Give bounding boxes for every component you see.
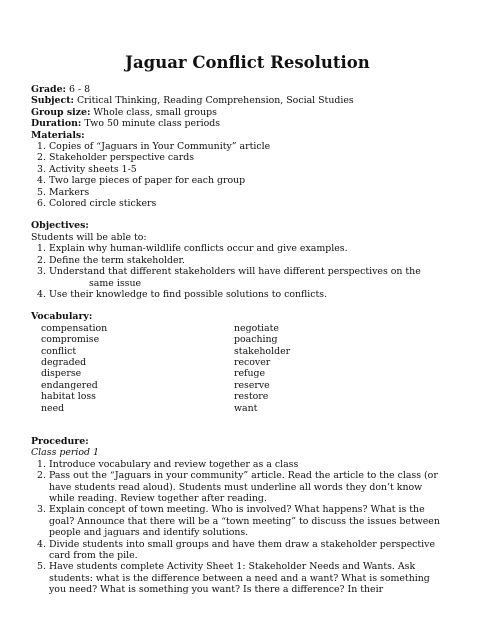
vocab-word: conflict: [41, 345, 77, 357]
vocab-word: recover: [234, 356, 271, 368]
subject-line: [31, 95, 471, 106]
list-item-continuation: you need? What is something you want? Is there a difference? In their: [49, 584, 384, 596]
grade-line: [31, 84, 471, 95]
list-item: 2. Stakeholder perspective cards: [37, 152, 195, 164]
list-item-continuation: card from the pile.: [49, 550, 138, 562]
list-item: 3. Activity sheets 1-5: [37, 163, 137, 175]
vocab-word: poaching: [234, 334, 278, 346]
vocabulary-column-2: [234, 323, 427, 414]
vocab-word: habitat loss: [41, 391, 96, 403]
vocab-word: reserve: [234, 379, 270, 391]
vocab-word: restore: [234, 391, 269, 403]
group-size-line: [31, 107, 471, 118]
list-item: 5. Have students complete Activity Sheet 1: Stakeholder Needs and Wants. Ask: [37, 561, 416, 573]
vocab-word: stakeholder: [234, 345, 291, 357]
objectives-intro: Students will be able to:: [31, 231, 147, 243]
materials-list: [31, 141, 471, 209]
list-item: 2. Pass out the “Jaguars in your community” article. Read the article to the class (or: [37, 470, 438, 482]
list-item: 1. Explain why human-wildlife conflicts occur and give examples.: [37, 243, 348, 255]
vocab-word: want: [234, 402, 258, 414]
list-item: 6. Colored circle stickers: [37, 198, 157, 210]
subject-label: Subject:: [31, 95, 74, 107]
list-item-continuation: have students read aloud). Students must underline all words they don’t know: [49, 481, 423, 493]
list-item-continuation: while reading. Review together after reading.: [49, 493, 267, 504]
document-body: [31, 84, 471, 596]
list-item: 4. Two large pieces of paper for each group: [37, 175, 246, 187]
list-item: 4. Divide students into small groups and have them draw a stakeholder perspective: [37, 538, 436, 550]
grade-label: Grade:: [31, 84, 67, 95]
vocab-word: refuge: [234, 368, 266, 380]
vocabulary-columns: [31, 323, 471, 414]
list-item: 2. Define the term stakeholder.: [37, 254, 185, 266]
vocab-word: need: [41, 402, 65, 414]
vocab-word: degraded: [41, 356, 87, 368]
vocab-word: endangered: [41, 379, 98, 391]
vocab-word: negotiate: [234, 322, 279, 334]
list-item: 4. Use their knowledge to find possible solutions to conflicts.: [37, 288, 328, 300]
duration-value: Two 50 minute class periods: [81, 118, 221, 130]
vocabulary-heading: Vocabulary:: [31, 311, 93, 323]
list-item: 1. Introduce vocabulary and review together as a class: [37, 458, 299, 470]
subject-value: Critical Thinking, Reading Comprehension, Social Studies: [74, 95, 354, 107]
vocab-word: compromise: [41, 334, 100, 346]
list-item: 3. Understand that different stakeholders will have different perspectives on the: [37, 266, 421, 278]
procedure-list: [31, 459, 471, 596]
list-item-continuation: people and jaguars and identify solutions.: [49, 527, 249, 539]
vocabulary-column-1: [41, 323, 234, 414]
list-item: 3. Explain concept of town meeting. Who is involved? What happens? What is the: [37, 504, 425, 516]
vocab-word: disperse: [41, 368, 82, 380]
objectives-heading: Objectives:: [31, 220, 89, 232]
procedure-heading: Procedure:: [31, 435, 89, 447]
group-size-label: Group size:: [31, 106, 91, 118]
list-item-continuation: students: what is the difference between a need and a want? What is something: [49, 572, 430, 584]
list-item: 5. Markers: [37, 186, 90, 198]
group-size-value: Whole class, small groups: [90, 106, 217, 118]
materials-heading: Materials:: [31, 129, 85, 141]
duration-label: Duration:: [31, 118, 82, 130]
duration-line: [31, 118, 471, 129]
grade-value: 6 - 8: [66, 84, 91, 95]
list-item-continuation: same issue: [89, 277, 142, 289]
list-item-continuation: goal? Announce that there will be a “town meeting” to discuss the issues between: [49, 515, 440, 527]
vocab-word: compensation: [41, 322, 108, 334]
list-item: 1. Copies of “Jaguars in Your Community” article: [37, 141, 271, 153]
class-period-label: Class period 1: [31, 447, 99, 459]
objectives-list: [31, 243, 471, 300]
document-title: Jaguar Conflict Resolution: [125, 53, 370, 72]
